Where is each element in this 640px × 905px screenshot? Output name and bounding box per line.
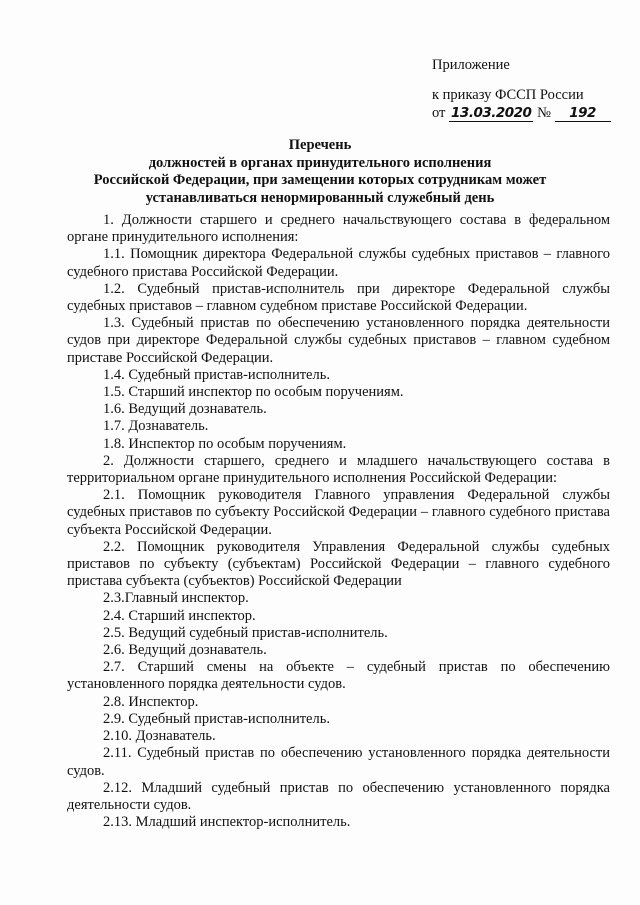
paragraph-2-4: 2.4. Старший инспектор. — [103, 607, 256, 624]
paragraph-2-3: 2.3.Главный инспектор. — [103, 590, 249, 607]
paragraph-2-8: 2.8. Инспектор. — [103, 693, 199, 710]
document-body — [67, 212, 610, 831]
title-line-4: устанавливаться ненормированный служебный день — [145, 189, 495, 206]
paragraph-1-6: 1.6. Ведущий дознаватель. — [103, 401, 267, 418]
paragraph-2: 2. Должности старшего, среднего и младшего начальствующего состава в территориальном органе принудительного исполнения Российской Федерации: — [67, 452, 610, 487]
paragraph-2-11: 2.11. Судебный пристав по обеспечению установленного порядка деятельности судов. — [67, 745, 610, 779]
paragraph-1-4: 1.4. Судебный пристав-исполнитель. — [103, 366, 330, 383]
title-line-2: должностей в органах принудительного исполнения — [148, 154, 492, 171]
paragraph-1-3: 1.3. Судебный пристав по обеспечению установленного порядка деятельности судов при директоре Федеральной службы судебных приставов – главном судебном приставе Российской Федерации. — [67, 315, 610, 366]
title-line-3: Российской Федерации, при замещении которых сотрудникам может — [93, 172, 547, 188]
paragraph-2-12: 2.12. Младший судебный пристав по обеспечению установленного порядка деятельности судов. — [67, 779, 610, 813]
handwritten-number: 192 — [555, 106, 611, 122]
paragraph-2-9: 2.9. Судебный пристав-исполнитель. — [103, 710, 330, 727]
paragraph-1-5: 1.5. Старший инспектор по особым поручениям. — [103, 384, 404, 401]
paragraph-2-2: 2.2. Помощник руководителя Управления Федеральной службы судебных приставов по субъекту (субъектам) Российской Федерации – главного судебного пристава субъекта (субъектов) Российской Федерации — [67, 538, 610, 590]
paragraph-1-8: 1.8. Инспектор по особым поручениям. — [103, 435, 347, 452]
document-title — [60, 137, 580, 207]
appendix-label: Приложение — [432, 57, 510, 73]
paragraph-1-2: 1.2. Судебный пристав-исполнитель при директоре Федеральной службы судебных приставов – главном судебном приставе Российской Федерации. — [67, 280, 610, 315]
handwritten-date: 13.03.2020 — [451, 105, 532, 121]
paragraph-2-5: 2.5. Ведущий судебный пристав-исполнитель. — [103, 624, 388, 641]
paragraph-2-7: 2.7. Старший смены на объекте – судебный пристав по обеспечению установленного порядка деятельности судов. — [67, 659, 610, 693]
paragraph-1-7: 1.7. Дознаватель. — [103, 418, 209, 435]
paragraph-1-1: 1.1. Помощник директора Федеральной службы судебных приставов – главного судебного пристава Российской Федерации. — [67, 246, 610, 280]
appendix-header — [432, 56, 622, 122]
paragraph-2-1: 2.1. Помощник руководителя Главного управления Федеральной службы судебных приставов по субъекту Российской Федерации – главного судебного пристава субъекта Российской Федерации. — [67, 487, 610, 538]
paragraph-1: 1. Должности старшего и среднего начальствующего состава в федеральном органе принудительного исполнения: — [67, 212, 610, 246]
title-line-1: Перечень — [288, 137, 352, 153]
header-spacer — [432, 74, 622, 86]
paragraph-2-10: 2.10. Дознаватель. — [103, 728, 216, 745]
order-reference: к приказу ФССП России — [432, 87, 584, 103]
paragraph-2-13: 2.13. Младший инспектор-исполнитель. — [103, 814, 351, 831]
date-prefix: от — [432, 105, 446, 121]
order-date-number-line — [432, 104, 622, 122]
paragraph-2-6: 2.6. Ведущий дознаватель. — [103, 642, 267, 659]
number-prefix: № — [537, 105, 551, 121]
